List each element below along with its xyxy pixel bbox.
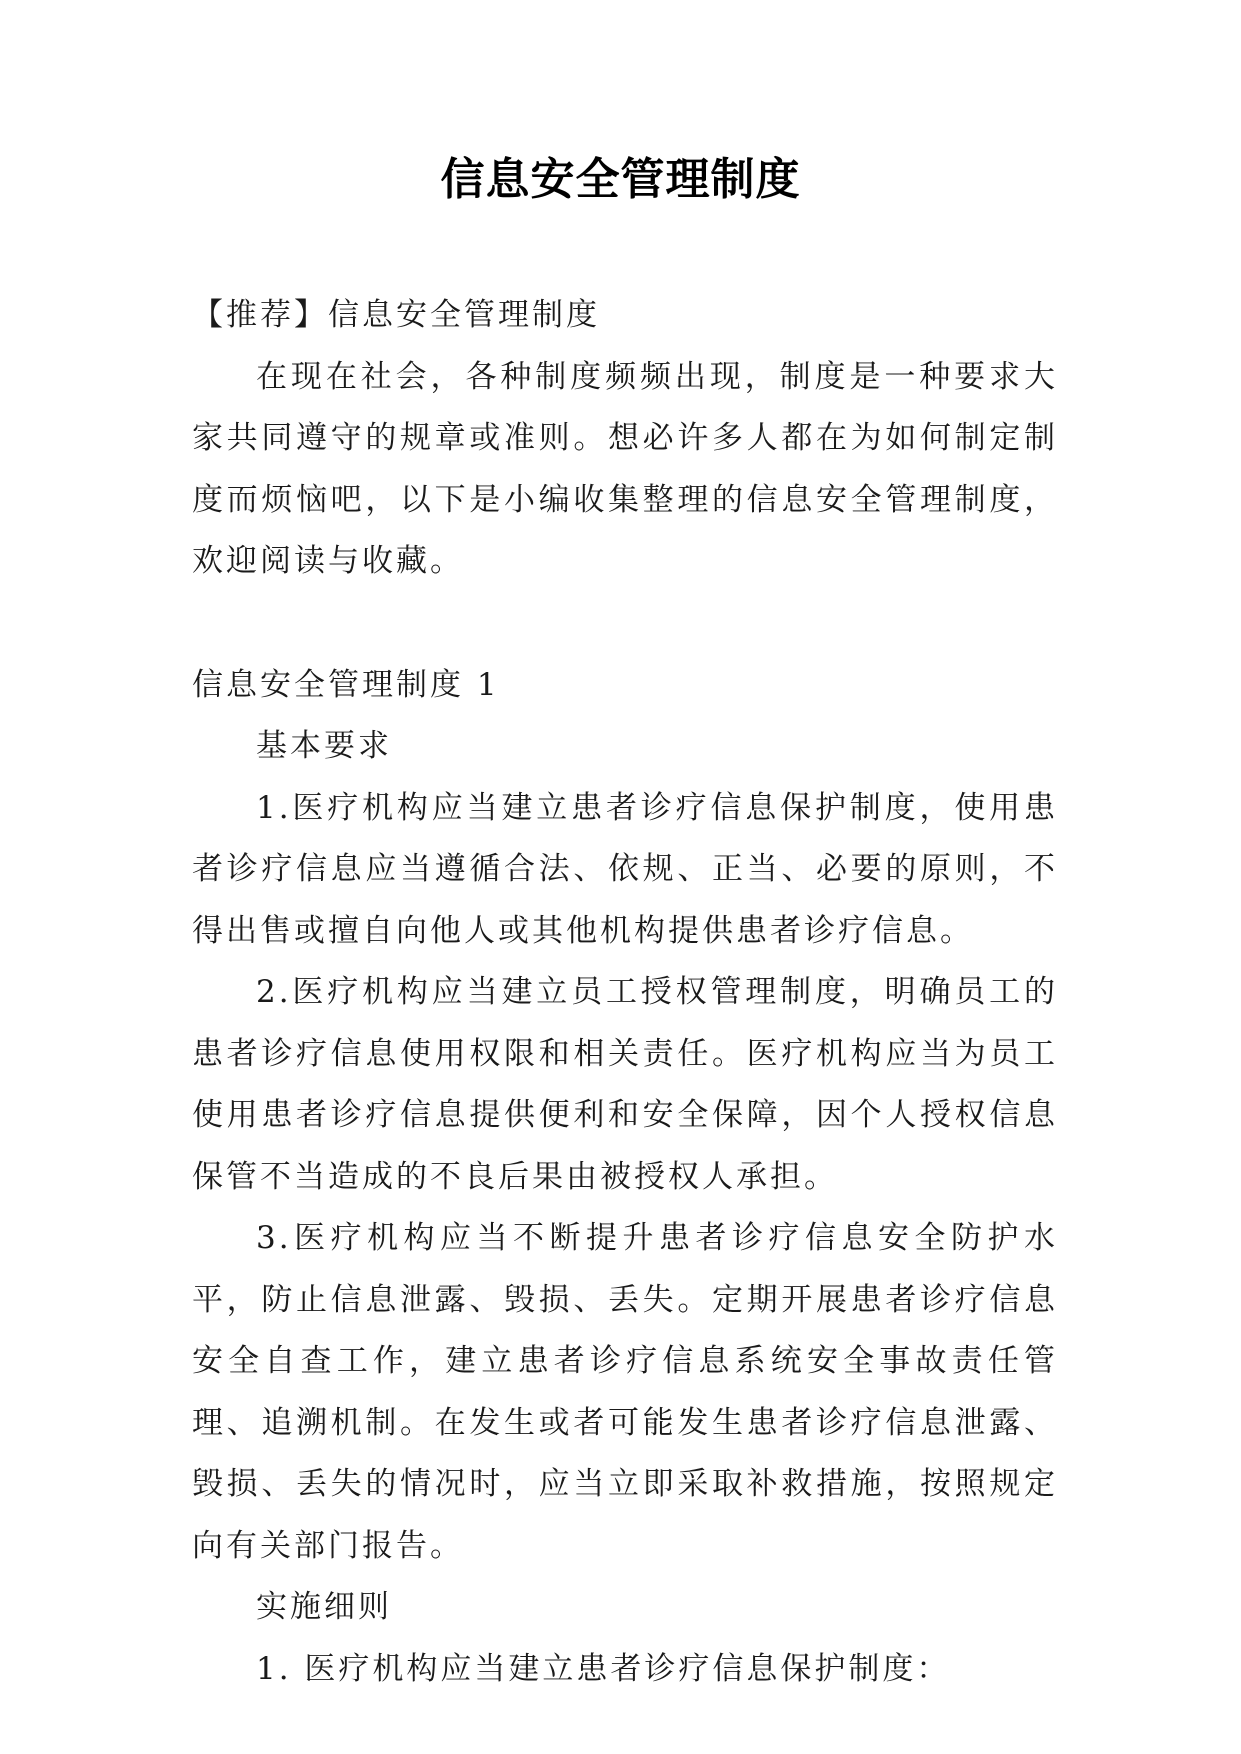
basic-item-1: 1.医疗机构应当建立患者诊疗信息保护制度，使用患者诊疗信息应当遵循合法、依规、正当、必要的原则，不得出售或擅自向他人或其他机构提供患者诊疗信息。	[192, 789, 1058, 949]
section-title: 信息安全管理制度 1	[192, 666, 500, 703]
document-body	[192, 285, 1058, 1700]
recommend-line: 【推荐】信息安全管理制度	[192, 297, 600, 333]
intro-paragraph: 在现在社会，各种制度频频出现，制度是一种要求大家共同遵守的规章或准则。想必许多人都在为如何制定制度而烦恼吧，以下是小编收集整理的信息安全管理制度，欢迎阅读与收藏。	[192, 358, 1058, 579]
basic-item-3: 3.医疗机构应当不断提升患者诊疗信息安全防护水平，防止信息泄露、毁损、丢失。定期开展患者诊疗信息安全自查工作，建立患者诊疗信息系统安全事故责任管理、追溯机制。在发生或者可能发生患者诊疗信息泄露、毁损、丢失的情况时，应当立即采取补救措施，按照规定向有关部门报告。	[192, 1220, 1058, 1564]
subheading-implementation-rules: 实施细则	[256, 1589, 392, 1625]
paragraph-gap	[192, 593, 1058, 655]
basic-item-2: 2.医疗机构应当建立员工授权管理制度，明确员工的患者诊疗信息使用权限和相关责任。医疗机构应当为员工使用患者诊疗信息提供便利和安全保障，因个人授权信息保管不当造成的不良后果由被授权人承担。	[192, 974, 1058, 1195]
rules-item-1: 1. 医疗机构应当建立患者诊疗信息保护制度：	[256, 1650, 951, 1687]
subheading-basic-requirements: 基本要求	[256, 728, 392, 764]
document-title: 信息安全管理制度	[440, 154, 801, 205]
